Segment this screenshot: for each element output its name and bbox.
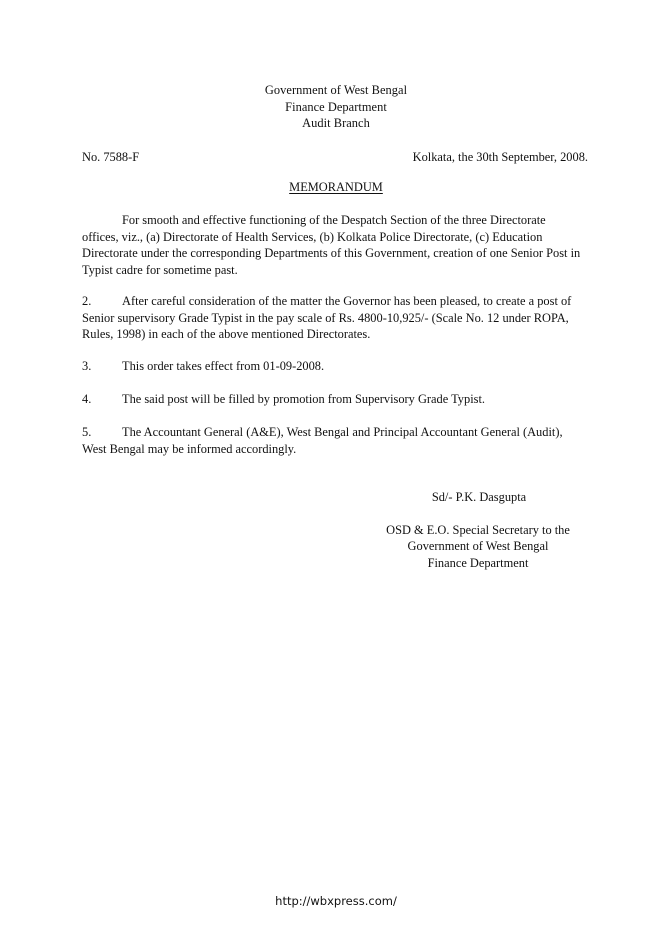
place-date: Kolkata, the 30th September, 2008. [412, 150, 588, 164]
designation-line-1: OSD & E.O. Special Secretary to the [386, 522, 570, 537]
paragraph-text: The said post will be filled by promotion from Supervisory Grade Typist. [122, 392, 485, 406]
paragraph-number: 5. [82, 425, 92, 439]
paragraph-5 [82, 424, 582, 457]
paragraph-text: After careful consideration of the matter the Governor has been pleased, to create a post of Senior supervisory Grade Typist in the pay scale of Rs. 4800-10,925/- (Scale No. 12 under ROPA, Rules, 1998) in each of the above mentioned Directorates. [82, 294, 572, 342]
paragraph-4 [82, 391, 582, 408]
designation-line-2: Government of West Bengal [407, 539, 549, 554]
paragraph-number: 2. [82, 294, 92, 308]
paragraph-number: 3. [82, 359, 92, 373]
memo-number: No. 7588-F [82, 150, 140, 164]
signatory-name: Sd/- P.K. Dasgupta [431, 490, 527, 504]
header-branch: Audit Branch [302, 116, 370, 131]
paragraph-1 [82, 212, 582, 278]
paragraph-3 [82, 358, 582, 375]
paragraph-text: The Accountant General (A&E), West Bengal and Principal Accountant General (Audit), West Bengal may be informed accordingly. [82, 425, 563, 456]
signature-block [370, 489, 586, 571]
footer-url[interactable]: http://wbxpress.com/ [275, 894, 397, 908]
memo-title: MEMORANDUM [289, 180, 383, 194]
header-department: Finance Department [285, 99, 387, 114]
designation-line-3: Finance Department [427, 555, 529, 570]
paragraph-text: This order takes effect from 01-09-2008. [122, 359, 325, 373]
header-government: Government of West Bengal [264, 83, 408, 97]
paragraph-text: For smooth and effective functioning of the Despatch Section of the three Directorate offices, viz., (a) Directorate of Health Services, (b) Kolkata Police Directorate, (c) Education Directorate under the corresponding Departments of this Government, creation of one Senior Post in Typist cadre for sometime past. [82, 213, 581, 277]
paragraph-2 [82, 293, 582, 343]
letterhead [0, 82, 672, 132]
paragraph-number: 4. [82, 392, 92, 406]
